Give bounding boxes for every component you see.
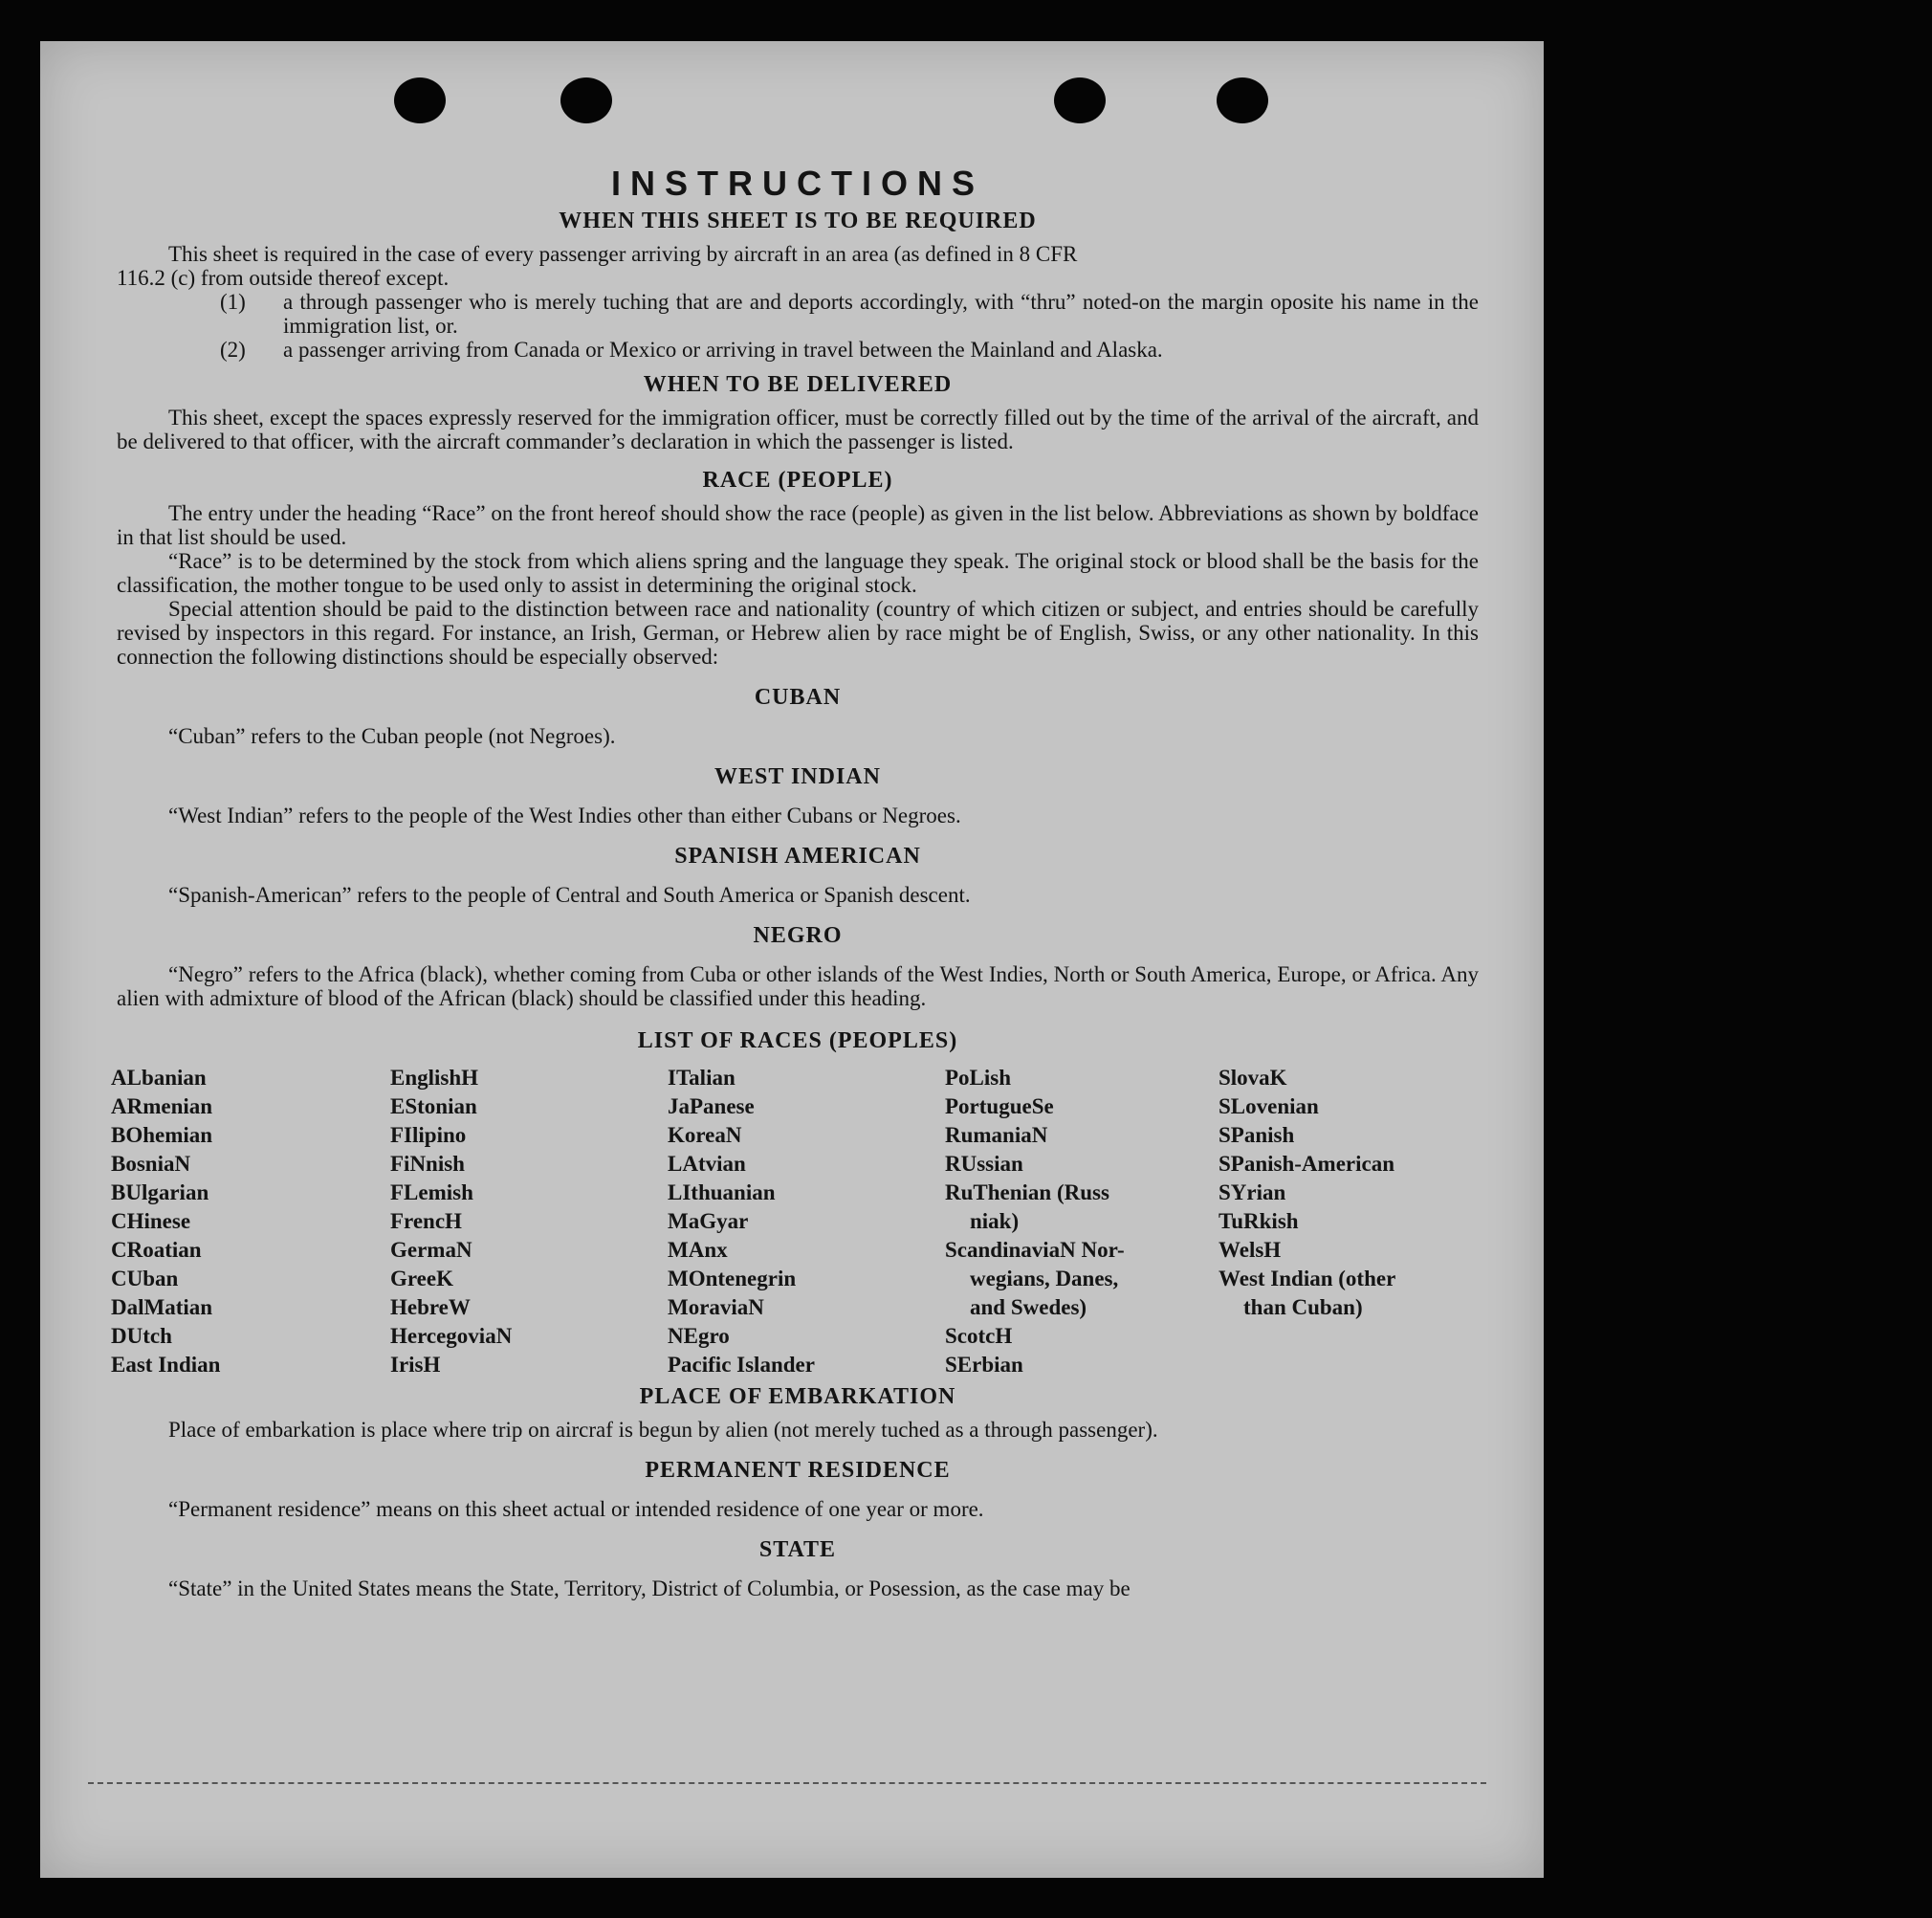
when-required-intro-line2: 116.2 (c) from outside thereof except. xyxy=(117,266,450,290)
exception-item-2 xyxy=(220,338,1479,362)
exception-item-text: a passenger arriving from Canada or Mexico or arriving in travel between the Mainland and Alaska. xyxy=(283,338,1163,362)
heading-cuban: CUBAN xyxy=(754,685,842,710)
race-entry: SLovenian xyxy=(1218,1094,1319,1118)
race-entry: NEgro xyxy=(668,1324,730,1348)
race-paragraph-2: “Race” is to be determined by the stock from which aliens spring and the language they speak. The original stock or blood shall be the basis for the classification, the mother tongue to be used only to assist in determining the original stock. xyxy=(117,549,1479,597)
race-entry: CUban xyxy=(111,1267,179,1290)
exception-item-number: (1) xyxy=(220,290,246,314)
heading-permanent-residence: PERMANENT RESIDENCE xyxy=(645,1458,951,1483)
race-entry: MoraviaN xyxy=(668,1295,764,1319)
race-entry: West Indian (other xyxy=(1218,1267,1396,1290)
race-entry: ALbanian xyxy=(111,1066,207,1090)
race-entry: SPanish-American xyxy=(1218,1152,1394,1176)
race-column xyxy=(111,1064,390,1379)
heading-list-of-races: LIST OF RACES (PEOPLES) xyxy=(637,1028,958,1053)
heading-negro: NEGRO xyxy=(753,923,843,948)
race-entry: Pacific Islander xyxy=(668,1353,815,1377)
punch-hole xyxy=(1217,77,1268,123)
race-entry: MOntenegrin xyxy=(668,1267,797,1290)
race-entry: FiNnish xyxy=(390,1152,465,1176)
instructions-content xyxy=(111,164,1479,1600)
heading-state: STATE xyxy=(758,1537,837,1562)
race-entry: FrencH xyxy=(390,1209,462,1233)
race-entry: SlovaK xyxy=(1218,1066,1287,1090)
race-entry: DUtch xyxy=(111,1324,172,1348)
race-entry: FLemish xyxy=(390,1180,473,1204)
race-column xyxy=(945,1064,1218,1379)
heading-spanish-american: SPANISH AMERICAN xyxy=(674,844,921,869)
race-entry: PortugueSe xyxy=(945,1094,1054,1118)
race-entry: IrisH xyxy=(390,1353,441,1377)
punch-hole xyxy=(560,77,612,123)
race-entry: BosniaN xyxy=(111,1152,191,1176)
race-entry: ScandinaviaN Nor- xyxy=(945,1238,1125,1262)
race-entry: EStonian xyxy=(390,1094,477,1118)
heading-when-delivered: WHEN TO BE DELIVERED xyxy=(643,372,953,397)
race-entry-continuation: and Swedes) xyxy=(970,1295,1087,1319)
race-entry: EnglishH xyxy=(390,1066,479,1090)
race-entry: RuThenian (Russ xyxy=(945,1180,1109,1204)
state-text: “State” in the United States means the State, Territory, District of Columbia, or Posession, as the case may be xyxy=(168,1576,1131,1600)
exception-item-number: (2) xyxy=(220,338,246,362)
race-entry: GreeK xyxy=(390,1267,453,1290)
embarkation-text: Place of embarkation is place where trip on aircraf is begun by alien (not merely tuched as a through passenger). xyxy=(168,1418,1158,1442)
race-entry: LIthuanian xyxy=(668,1180,776,1204)
race-entry: MaGyar xyxy=(668,1209,749,1233)
spanish-american-text: “Spanish-American” refers to the people of Central and South America or Spanish descent. xyxy=(168,883,971,907)
race-entry: BUlgarian xyxy=(111,1180,209,1204)
when-required-intro-line1: This sheet is required in the case of every passenger arriving by aircraft in an area (as defined in 8 CFR xyxy=(168,242,1078,266)
race-entry: GermaN xyxy=(390,1238,472,1262)
race-entry: JaPanese xyxy=(668,1094,755,1118)
race-entry-continuation: niak) xyxy=(970,1209,1020,1233)
punch-hole xyxy=(394,77,446,123)
negro-text: “Negro” refers to the Africa (black), whether coming from Cuba or other islands of the West Indies, North or South America, Europe, or Africa. Any alien with admixture of blood of the African (black) should be classified under this heading. xyxy=(117,962,1479,1010)
race-column xyxy=(1218,1064,1467,1379)
race-entry: HercegoviaN xyxy=(390,1324,513,1348)
race-entry: SPanish xyxy=(1218,1123,1295,1147)
exception-item-text: a through passenger who is merely tuching that are and deports accordingly, with “thru” noted-on the margin oposite his name in the immigration list, or. xyxy=(283,290,1479,338)
race-entry: WelsH xyxy=(1218,1238,1282,1262)
race-entry: RumaniaN xyxy=(945,1123,1048,1147)
race-entry: SErbian xyxy=(945,1353,1023,1377)
race-entry: TuRkish xyxy=(1218,1209,1299,1233)
race-column xyxy=(668,1064,945,1379)
race-entry: ScotcH xyxy=(945,1324,1013,1348)
race-paragraph-3: Special attention should be paid to the distinction between race and nationality (country of which citizen or subject, and entries should be carefully revised by inspectors in this regard. For instance, an Irish, German, or Hebrew alien by race might be of English, Swiss, or any other nationality. In this connection the following distinctions should be especially observed: xyxy=(117,597,1479,669)
race-entry: ARmenian xyxy=(111,1094,213,1118)
bottom-dashed-divider xyxy=(88,1782,1486,1784)
race-list xyxy=(111,1064,1479,1379)
race-entry: CHinese xyxy=(111,1209,191,1233)
race-entry: KoreaN xyxy=(668,1123,742,1147)
heading-race: RACE (PEOPLE) xyxy=(702,468,893,493)
heading-place-of-embarkation: PLACE OF EMBARKATION xyxy=(639,1384,956,1409)
race-entry: CRoatian xyxy=(111,1238,202,1262)
race-entry: MAnx xyxy=(668,1238,728,1262)
race-entry: ITalian xyxy=(668,1066,735,1090)
race-entry-continuation: wegians, Danes, xyxy=(970,1267,1119,1290)
exception-item-1 xyxy=(220,290,1479,338)
when-delivered-text: This sheet, except the spaces expressly reserved for the immigration officer, must be correctly filled out by the time of the arrival of the aircraft, and be delivered to that officer, with the aircraft commander’s declaration in which the passenger is listed. xyxy=(117,406,1479,453)
race-entry: PoLish xyxy=(945,1066,1012,1090)
race-entry: BOhemian xyxy=(111,1123,213,1147)
race-entry-continuation: than Cuban) xyxy=(1243,1295,1363,1319)
race-entry: HebreW xyxy=(390,1295,471,1319)
residence-text: “Permanent residence” means on this sheet actual or intended residence of one year or more. xyxy=(168,1497,984,1521)
race-entry: FIlipino xyxy=(390,1123,467,1147)
race-entry: SYrian xyxy=(1218,1180,1286,1204)
race-entry: DalMatian xyxy=(111,1295,213,1319)
race-entry: East Indian xyxy=(111,1353,221,1377)
race-column xyxy=(390,1064,668,1379)
race-entry: RUssian xyxy=(945,1152,1023,1176)
race-entry: LAtvian xyxy=(668,1152,746,1176)
race-paragraph-1: The entry under the heading “Race” on the front hereof should show the race (people) as given in the list below. Abbreviations as shown by boldface in that list should be used. xyxy=(117,501,1479,549)
page-title: INSTRUCTIONS xyxy=(611,164,984,203)
document-page xyxy=(40,41,1544,1878)
cuban-text: “Cuban” refers to the Cuban people (not Negroes). xyxy=(168,724,616,748)
heading-when-required: WHEN THIS SHEET IS TO BE REQUIRED xyxy=(559,209,1037,233)
west-indian-text: “West Indian” refers to the people of the West Indies other than either Cubans or Negroes. xyxy=(168,804,961,827)
punch-hole xyxy=(1054,77,1106,123)
heading-west-indian: WEST INDIAN xyxy=(714,764,881,789)
